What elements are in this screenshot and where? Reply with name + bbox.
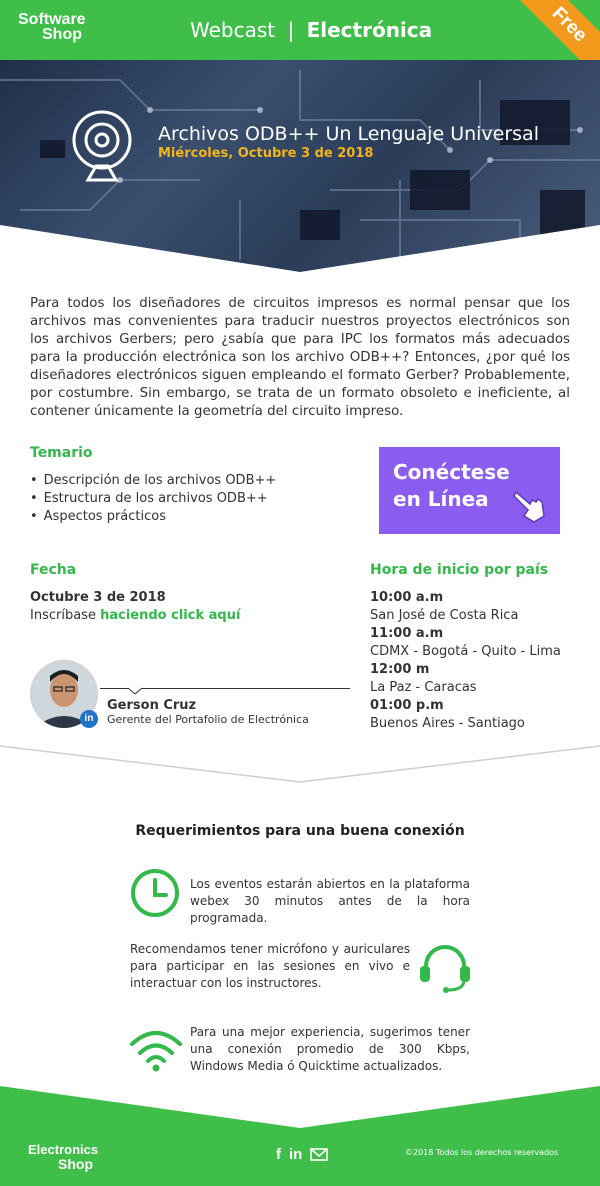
list-item: • Aspectos prácticos [30, 508, 276, 526]
electronics-shop-logo[interactable]: Electronics Shop [28, 1142, 99, 1172]
schedule-place: La Paz - Caracas [370, 680, 477, 695]
speaker-role: Gerente del Portafolio de Electrónica [107, 713, 309, 726]
list-item: • Descripción de los archivos ODB++ [30, 472, 276, 490]
headset-icon [418, 942, 472, 994]
section-divider [0, 740, 600, 790]
mail-icon[interactable] [310, 1148, 328, 1161]
requirements-title: Requerimientos para una buena conexión [135, 823, 465, 839]
hero-banner [0, 60, 600, 272]
social-links [276, 1146, 328, 1163]
event-date: Octubre 3 de 2018 [30, 590, 166, 605]
facebook-icon[interactable]: f [276, 1146, 281, 1163]
copyright: ©2018 Todos los derechos reservados [405, 1148, 559, 1157]
requirement-text: Recomendamos tener micrófono y auriculares para participar en las sesiones en vivo e interactuar con los instructores. [130, 942, 410, 990]
register-line: Inscríbase haciendo click aquí [30, 608, 241, 623]
speaker-name: Gerson Cruz [107, 698, 197, 713]
schedule-place: CDMX - Bogotá - Quito - Lima [370, 644, 561, 659]
temario-title: Temario [30, 445, 93, 461]
schedule-time: 01:00 p.m [370, 698, 444, 713]
header-title: Webcast | Electrónica [190, 18, 433, 42]
schedule-time: 10:00 a.m [370, 590, 444, 605]
register-link[interactable]: haciendo click aquí [100, 608, 241, 623]
hero-title: Archivos ODB++ Un Lenguaje Universal [158, 123, 539, 145]
temario-list [30, 472, 276, 526]
webcam-icon [70, 110, 134, 184]
list-item: • Estructura de los archivos ODB++ [30, 490, 276, 508]
schedule-time: 12:00 m [370, 662, 430, 677]
linkedin-footer-icon[interactable]: in [289, 1146, 303, 1163]
free-badge: Free [511, 0, 600, 83]
schedule-list [370, 589, 561, 733]
fecha-title: Fecha [30, 562, 77, 578]
clock-icon [130, 868, 180, 918]
schedule-place: San José de Costa Rica [370, 608, 519, 623]
speech-notch [128, 684, 142, 694]
linkedin-icon[interactable]: in [80, 710, 98, 728]
hero-date: Miércoles, Octubre 3 de 2018 [158, 146, 374, 161]
requirement-text: Para una mejor experiencia, sugerimos tener una conexión promedio de 300 Kbps, Windows Media ó Quicktime actualizados. [190, 1025, 470, 1073]
schedule-place: Buenos Aires - Santiago [370, 716, 525, 731]
requirement-text: Los eventos estarán abiertos en la plataforma webex 30 minutos antes de la hora programada. [190, 877, 470, 925]
horario-title: Hora de inicio por país [370, 562, 549, 578]
wifi-icon [128, 1028, 184, 1074]
intro-paragraph: Para todos los diseñadores de circuitos impresos es normal pensar que los archivos mas convenientes para traducir nuestros proyectos electrónicos son los archivos Gerbers; pero ¿sabía que para IPC los formatos más adecuados para la producción electrónica son los archivo ODB++? Entonces, ¿por qué los diseñadores electrónicos siguen empleando el formato Gerber? Probablemente, por costumbre. Sin embargo, se trata de un formato obsoleto e ineficiente, al contener únicamente la geometría del circuito impreso. [30, 296, 570, 419]
connect-online-button[interactable]: Conéctese en Línea [379, 447, 560, 534]
pointing-hand-icon [510, 486, 550, 526]
software-shop-logo[interactable]: Software Shop [18, 11, 86, 43]
schedule-time: 11:00 a.m [370, 626, 444, 641]
top-bar [0, 0, 600, 60]
